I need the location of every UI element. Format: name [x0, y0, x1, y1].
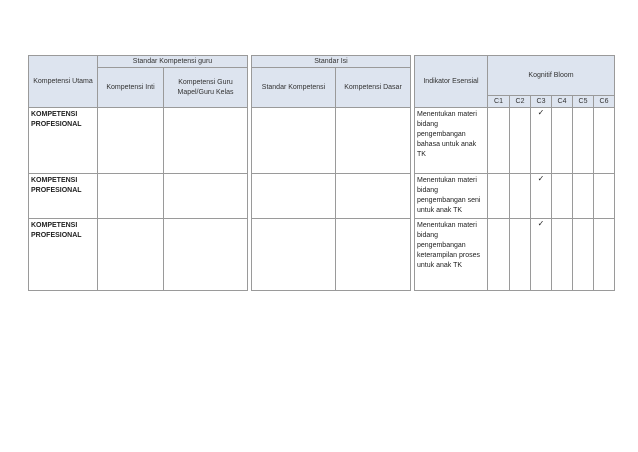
indikator-cell: Menentukan materi bidang pengembangan bahasa untuk anak TK — [415, 108, 488, 174]
competency-table — [28, 55, 615, 291]
kompetensi-dasar-cell — [336, 219, 411, 291]
header-level-c4: C4 — [552, 96, 573, 108]
header-level-c6: C6 — [594, 96, 615, 108]
header-kompetensi-guru-mapel: Kompetensi Guru Mapel/Guru Kelas — [164, 68, 248, 108]
table-row — [29, 219, 615, 291]
level-c5-cell — [573, 219, 594, 291]
level-c2-cell — [510, 174, 531, 219]
level-c6-cell — [594, 219, 615, 291]
kompetensi-dasar-cell — [336, 108, 411, 174]
level-c1-cell — [488, 219, 510, 291]
level-c4-cell — [552, 174, 573, 219]
checkmark-icon: ✓ — [537, 219, 545, 228]
level-c3-cell — [531, 219, 552, 291]
header-kompetensi-inti: Kompetensi Inti — [98, 68, 164, 108]
kompetensi-guru-cell — [164, 108, 248, 174]
kompetensi-guru-cell — [164, 174, 248, 219]
level-c4-cell — [552, 108, 573, 174]
kompetensi-inti-cell — [98, 219, 164, 291]
kompetensi-dasar-cell — [336, 174, 411, 219]
level-c1-cell — [488, 174, 510, 219]
indikator-cell: Menentukan materi bidang pengembangan seni untuk anak TK — [415, 174, 488, 219]
header-standar-isi: Standar Isi — [252, 56, 411, 68]
standar-kompetensi-cell — [252, 108, 336, 174]
level-c6-cell — [594, 174, 615, 219]
standar-kompetensi-cell — [252, 174, 336, 219]
checkmark-icon: ✓ — [537, 108, 545, 117]
kompetensi-utama-cell: KOMPETENSI PROFESIONAL — [29, 108, 98, 174]
header-kognitif-bloom: Kognitif Bloom — [488, 56, 615, 96]
header-level-c3: C3 — [531, 96, 552, 108]
level-c2-cell — [510, 108, 531, 174]
kompetensi-guru-cell — [164, 219, 248, 291]
indikator-cell: Menentukan materi bidang pengembangan keterampilan proses untuk anak TK — [415, 219, 488, 291]
kompetensi-inti-cell — [98, 174, 164, 219]
table-row — [29, 108, 615, 174]
table-row — [29, 174, 615, 219]
header-standar-kompetensi: Standar Kompetensi — [252, 68, 336, 108]
level-c1-cell — [488, 108, 510, 174]
kompetensi-utama-cell: KOMPETENSI PROFESIONAL — [29, 174, 98, 219]
kompetensi-inti-cell — [98, 108, 164, 174]
level-c3-cell — [531, 174, 552, 219]
level-c3-cell — [531, 108, 552, 174]
checkmark-icon: ✓ — [537, 174, 545, 183]
level-c2-cell — [510, 219, 531, 291]
level-c4-cell — [552, 219, 573, 291]
level-c6-cell — [594, 108, 615, 174]
header-indikator-esensial: Indikator Esensial — [415, 56, 488, 108]
header-level-c1: C1 — [488, 96, 510, 108]
header-standar-kompetensi-guru: Standar Kompetensi guru — [98, 56, 248, 68]
header-kompetensi-dasar: Kompetensi Dasar — [336, 68, 411, 108]
header-kompetensi-utama: Kompetensi Utama — [29, 56, 98, 108]
level-c5-cell — [573, 174, 594, 219]
standar-kompetensi-cell — [252, 219, 336, 291]
kompetensi-utama-cell: KOMPETENSI PROFESIONAL — [29, 219, 98, 291]
header-level-c5: C5 — [573, 96, 594, 108]
level-c5-cell — [573, 108, 594, 174]
header-level-c2: C2 — [510, 96, 531, 108]
